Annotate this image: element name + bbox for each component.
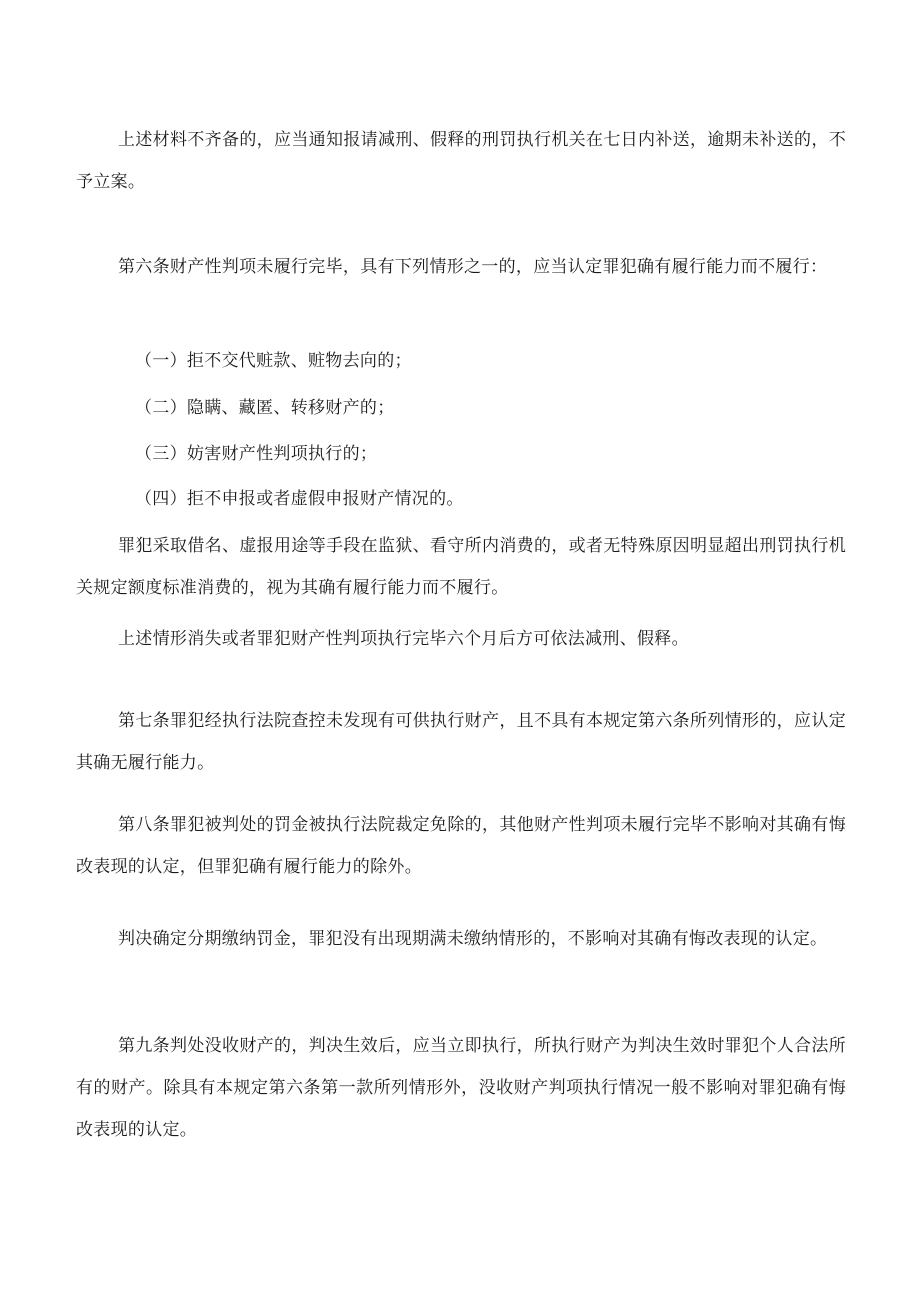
paragraph-article-9: 第九条判处没收财产的，判决生效后，应当立即执行，所执行财产为判决生效时罪犯个人合法所有的财产。除具有本规定第六条第一款所列情形外，没收财产判项执行情况一般不影响对罪犯确有悔改表现的认定。 [76, 1036, 846, 1140]
list-item-2: （二）隐瞒、藏匿、转移财产的； [135, 398, 395, 418]
paragraph-installment-fine: 判决确定分期缴纳罚金，罪犯没有出现期满未缴纳情形的，不影响对其确有悔改表现的认定。 [118, 929, 828, 949]
paragraph-article-7: 第七条罪犯经执行法院查控未发现有可供执行财产，且不具有本规定第六条所列情形的，应认定其确无履行能力。 [76, 711, 846, 773]
paragraph-incomplete-materials: 上述材料不齐备的，应当通知报请减刑、假释的刑罚执行机关在七日内补送，逾期未补送的，不予立案。 [76, 130, 846, 192]
list-item-3: （三）妨害财产性判项执行的； [135, 444, 378, 464]
paragraph-consumption: 罪犯采取借名、虚报用途等手段在监狱、看守所内消费的，或者无特殊原因明显超出刑罚执行机关规定额度标准消费的，视为其确有履行能力而不履行。 [76, 536, 846, 598]
list-item-1: （一）拒不交代赃款、赃物去向的； [135, 351, 412, 371]
paragraph-article-6: 第六条财产性判项未履行完毕，具有下列情形之一的，应当认定罪犯确有履行能力而不履行： [118, 257, 828, 277]
paragraph-six-months: 上述情形消失或者罪犯财产性判项执行完毕六个月后方可依法减刑、假释。 [118, 629, 689, 649]
paragraph-article-8: 第八条罪犯被判处的罚金被执行法院裁定免除的，其他财产性判项未履行完毕不影响对其确有悔改表现的认定，但罪犯确有履行能力的除外。 [76, 815, 846, 877]
list-item-4: （四）拒不申报或者虚假申报财产情况的。 [135, 489, 464, 509]
